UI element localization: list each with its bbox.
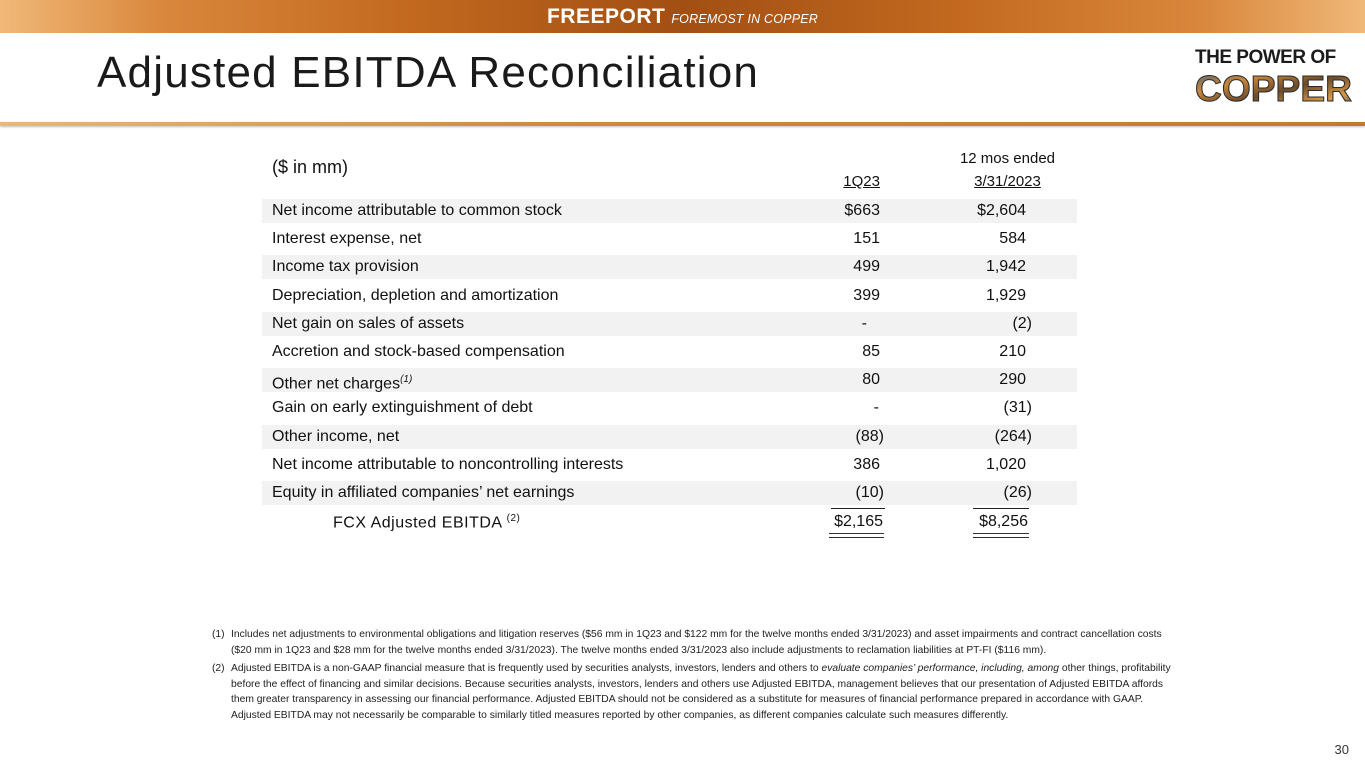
table-row [262, 340, 1077, 364]
logo-copper-word [1195, 70, 1353, 111]
row-value-12mos: (31) [1003, 399, 1032, 417]
column-header-12mos-line2: 3/31/2023 [974, 173, 1041, 190]
row-label: Equity in affiliated companies’ net earnings [272, 483, 575, 501]
subtotal-underline-1q23 [831, 508, 885, 509]
total-value-12mos: $8,256 [979, 513, 1028, 530]
row-value-12mos: 290 [999, 371, 1026, 389]
row-value-12mos: $2,604 [977, 202, 1026, 219]
row-value-1q23: - [873, 399, 879, 417]
column-header-1q23: 1Q23 [843, 173, 880, 190]
row-value-1q23: 386 [853, 455, 880, 473]
row-value-12mos: 584 [999, 230, 1026, 248]
row-value-1q23: $663 [844, 202, 880, 219]
row-value-12mos: 1,942 [985, 258, 1026, 276]
total-double-underline-1q23 [829, 533, 884, 538]
row-value-12mos: 1,929 [985, 286, 1026, 304]
row-label: Depreciation, depletion and amortization [272, 286, 559, 304]
row-value-12mos: 1,020 [985, 455, 1026, 473]
table-row [262, 481, 1077, 505]
footnote-text-b: other things, profitability before the effect of financing and similar decisions. Because securities analysts, investors, lenders and others use Adjusted EBITDA, management believes that our presentation of Adjusted EBITDA affords them greater transparency in assessing our financial performance. Adjusted EBITDA should not be considered as a substitute for measures of financial performance prepared in accordance with GAAP. Adjusted EBITDA may not necessarily be comparable to similarly titled measures reported by other companies, as different companies calculate such measures differently. [231, 663, 1171, 721]
subtotal-underline-12mos [973, 508, 1029, 509]
total-label-text: FCX Adjusted EBITDA [333, 514, 502, 532]
row-value-1q23: 80 [862, 371, 880, 389]
row-value-1q23: 499 [853, 258, 880, 276]
column-header-12mos-line1: 12 mos ended [959, 150, 1056, 167]
row-value-12mos: (26) [1003, 483, 1032, 501]
title-divider [0, 122, 1365, 126]
footnote-1 [212, 627, 1172, 658]
table-row [262, 453, 1077, 477]
table-row [262, 396, 1077, 420]
table-row [262, 425, 1077, 449]
row-label: Other income, net [272, 427, 400, 445]
table-row [262, 199, 1077, 223]
table-row [262, 284, 1077, 308]
row-label: Income tax provision [272, 258, 419, 276]
row-value-1q23: 151 [853, 230, 880, 248]
row-value-1q23: (10) [855, 483, 884, 501]
total-label [333, 513, 520, 532]
row-label: Accretion and stock-based compensation [272, 342, 565, 360]
row-label: Net income attributable to common stock [272, 202, 562, 219]
table-row [262, 312, 1077, 336]
table-row [262, 368, 1077, 392]
row-value-1q23: (88) [855, 427, 884, 445]
row-label: Interest expense, net [272, 230, 422, 248]
footnote-number: (1) [212, 629, 225, 640]
footnote-text-italic: evaluate companies’ performance, including, among [821, 663, 1060, 674]
row-label-text: Other net charges [272, 375, 401, 393]
row-value-12mos: (2) [1012, 314, 1032, 332]
footnotes [212, 627, 1172, 726]
row-value-1q23: 399 [853, 286, 880, 304]
page-title: Adjusted EBITDA Reconciliation [97, 48, 760, 97]
unit-label: ($ in mm) [272, 157, 348, 177]
row-value-12mos: 210 [999, 342, 1026, 360]
page-number: 30 [1334, 742, 1349, 757]
footnote-text: Includes net adjustments to environmental obligations and litigation reserves ($56 mm in 1Q23 and $122 mm for the twelve months ended 3/31/2023) and asset impairments and contract cancellation costs ($20 mm in 1Q23 and $28 mm for the twelve months ended 3/31/2023). The twelve months ended 3/31/2023 also include adjustments to reclamation liabilities at PT-FI ($116 mm). [231, 629, 1162, 656]
row-label: Net gain on sales of assets [272, 314, 465, 332]
table-row [262, 227, 1077, 251]
brand-tagline: FOREMOST IN COPPER [671, 12, 818, 26]
brand-banner [0, 0, 1365, 33]
row-value-1q23: 85 [862, 342, 880, 360]
row-label [272, 368, 412, 396]
footnote-text-a: Adjusted EBITDA is a non-GAAP financial measure that is frequently used by securities analysts, investors, lenders and others to [231, 663, 822, 674]
power-of-copper-logo [1195, 48, 1353, 111]
row-value-1q23: - [861, 314, 867, 332]
footnote-ref: (2) [506, 513, 521, 524]
total-value-1q23: $2,165 [834, 513, 883, 530]
row-label: Net income attributable to noncontrolling interests [272, 455, 624, 473]
reconciliation-table [262, 199, 1077, 509]
table-row [262, 255, 1077, 279]
brand-name: FREEPORT [546, 5, 666, 28]
logo-copper-text: COPPER [1195, 70, 1352, 106]
row-value-12mos: (264) [994, 427, 1032, 445]
row-label: Gain on early extinguishment of debt [272, 399, 533, 417]
total-double-underline-12mos [973, 533, 1029, 538]
footnote-number: (2) [212, 663, 225, 674]
footnote-ref: (1) [400, 374, 413, 386]
logo-top-text: THE POWER OF [1195, 47, 1336, 68]
footnote-2 [212, 661, 1172, 723]
